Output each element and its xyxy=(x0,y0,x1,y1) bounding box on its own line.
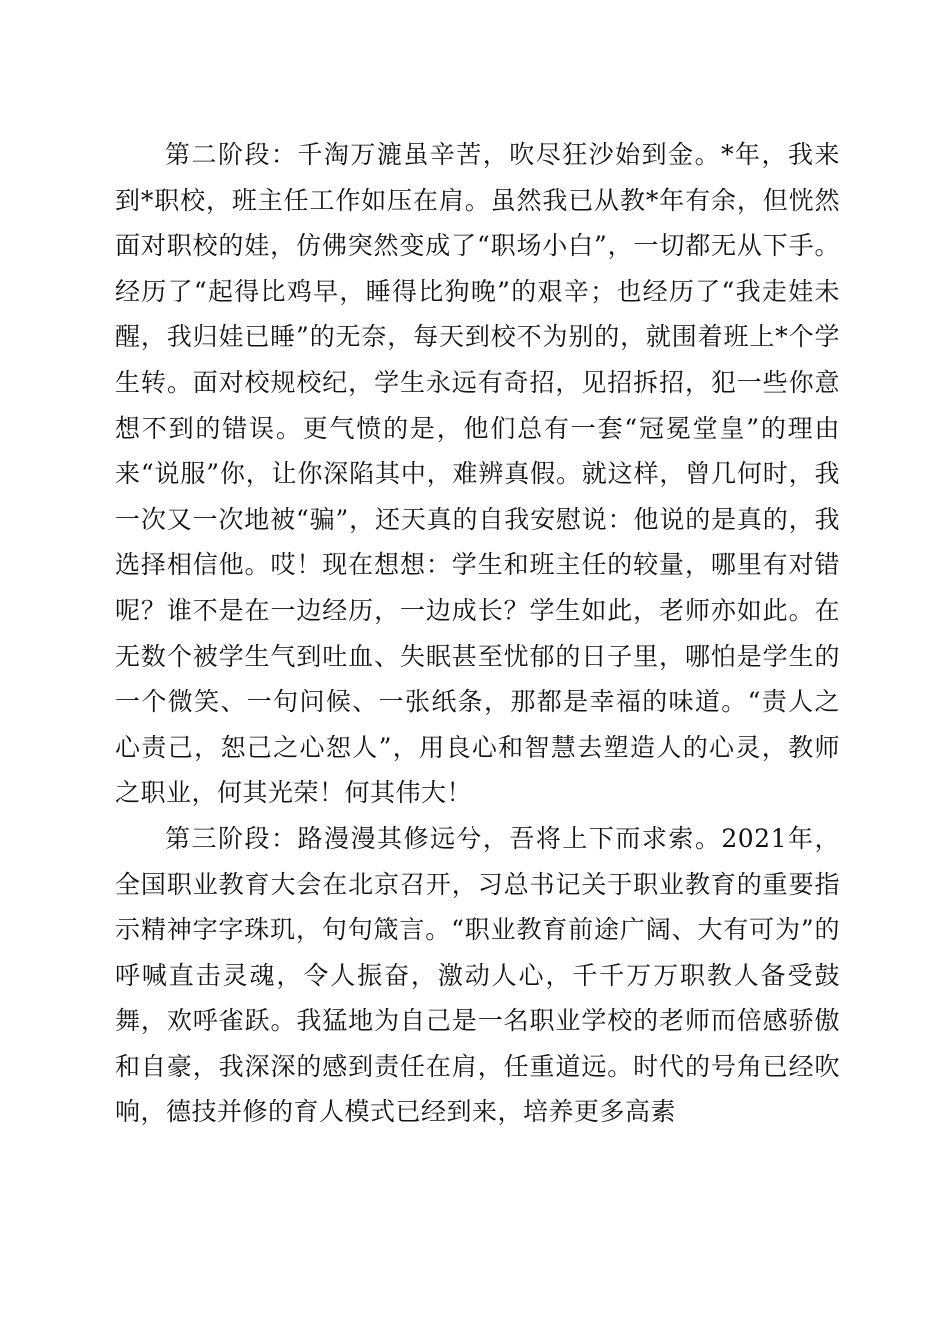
paragraph-stage-two: 第二阶段：千淘万漉虽辛苦，吹尽狂沙始到金。*年，我来到*职校，班主任工作如压在肩。虽然我已从教*年有余，但恍然面对职校的娃，仿佛突然变成了“职场小白”，一切都无从下手。经历了“起得比鸡早，睡得比狗晚”的艰辛；也经历了“我走娃未醒，我归娃已睡”的无奈，每天到校不为别的，就围着班上*个学生转。面对校规校纪，学生永远有奇招，见招拆招，犯一些你意想不到的错误。更气愤的是，他们总有一套“冠冕堂皇”的理由来“说服”你，让你深陷其中，难辨真假。就这样，曾几何时，我一次又一次地被“骗”，还天真的自我安慰说：他说的是真的，我选择相信他。哎！现在想想：学生和班主任的较量，哪里有对错呢？谁不是在一边经历，一边成长？学生如此，老师亦如此。在无数个被学生气到吐血、失眠甚至忧郁的日子里，哪怕是学生的一个微笑、一句问候、一张纸条，那都是幸福的味道。“责人之心责己，恕己之心恕人”，用良心和智慧去塑造人的心灵，教师之职业，何其光荣！何其伟大！ xyxy=(115,140,840,808)
document-body xyxy=(115,132,840,1135)
paragraph-stage-three: 第三阶段：路漫漫其修远兮，吾将上下而求索。2021年，全国职业教育大会在北京召开，习总书记关于职业教育的重要指示精神字字珠玑，句句箴言。“职业教育前途广阔、大有可为”的呼喊直击灵魂，令人振奋，激动人心，千千万万职教人备受鼓舞，欢呼雀跃。我猛地为自己是一名职业学校的老师而倍感骄傲和自豪，我深深的感到责任在肩，任重道远。时代的号角已经吹响，德技并修的育人模式已经到来，培养更多高素 xyxy=(115,823,840,1127)
